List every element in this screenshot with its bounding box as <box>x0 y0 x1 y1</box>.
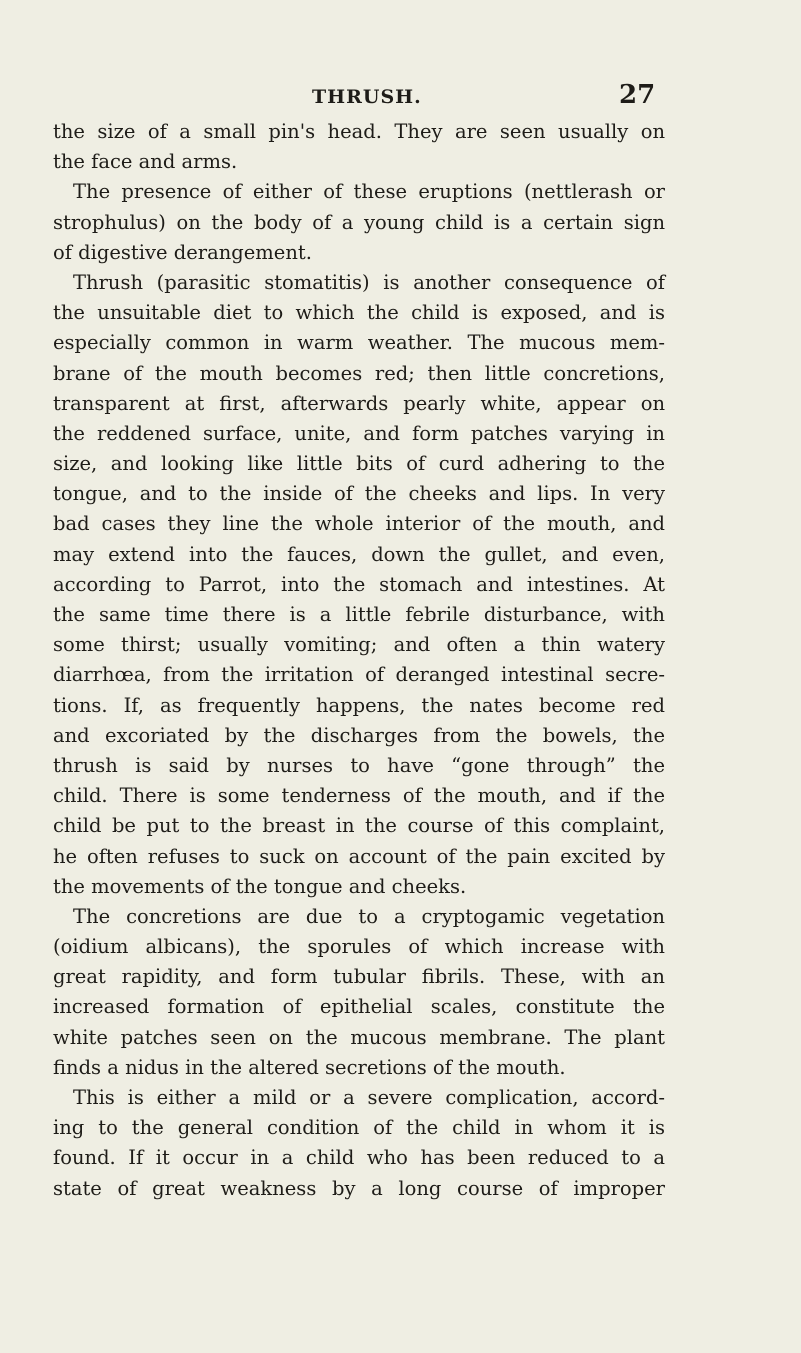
text-line: may extend into the fauces, down the gullet, and even, <box>53 542 665 566</box>
text-line: the reddened surface, unite, and form patches varying in <box>53 421 665 445</box>
text-line: finds a nidus in the altered secretions of the mouth. <box>53 1055 566 1079</box>
text-line: the same time there is a little febrile disturbance, with <box>53 603 665 626</box>
text-line: of digestive derangement. <box>53 240 312 264</box>
text-line: and excoriated by the discharges from the bowels, the <box>53 723 665 747</box>
text-line: increased formation of epithelial scales, constitute the <box>53 995 665 1019</box>
running-head: THRUSH. <box>312 86 422 108</box>
text-line: This is either a mild or a severe complication, accord- <box>73 1086 665 1109</box>
text-line: tions. If, as frequently happens, the nates become red <box>53 693 665 717</box>
text-line: according to Parrot, into the stomach and intestines. At <box>53 572 665 596</box>
text-line: some thirst; usually vomiting; and often a thin watery <box>53 633 665 657</box>
text-line: great rapidity, and form tubular fibrils. These, with an <box>53 965 665 989</box>
text-line: bad cases they line the whole interior of the mouth, and <box>53 512 665 536</box>
text-line: found. If it occur in a child who has been reduced to a <box>53 1146 665 1170</box>
page-header <box>0 80 801 110</box>
text-line: thrush is said by nurses to have “gone through” the <box>53 753 665 777</box>
text-line: child. There is some tenderness of the mouth, and if the <box>53 784 665 808</box>
text-line: (oidium albicans), the sporules of which increase with <box>53 935 665 959</box>
text-line: size, and looking like little bits of curd adhering to the <box>53 452 665 476</box>
text-line: especially common in warm weather. The mucous mem- <box>53 331 665 355</box>
text-line: the face and arms. <box>53 150 238 174</box>
text-line: state of great weakness by a long course of improper <box>53 1176 665 1200</box>
text-line: the unsuitable diet to which the child is exposed, and is <box>53 301 665 325</box>
text-line: ing to the general condition of the child in whom it is <box>53 1116 665 1140</box>
text-line: transparent at first, afterwards pearly white, appear on <box>53 391 665 415</box>
text-line: child be put to the breast in the course of this complaint, <box>53 814 665 838</box>
body-text <box>53 117 665 1204</box>
text-line: he often refuses to suck on account of the pain excited by <box>53 844 665 868</box>
text-line: The concretions are due to a cryptogamic vegetation <box>73 904 665 928</box>
text-line: the size of a small pin's head. They are seen usually on <box>53 120 665 143</box>
page-number: 27 <box>619 80 656 110</box>
text-line: brane of the mouth becomes red; then little concretions, <box>53 361 665 385</box>
text-line: diarrhœa, from the irritation of deranged intestinal secre- <box>53 663 665 687</box>
text-line: tongue, and to the inside of the cheeks and lips. In very <box>53 482 665 506</box>
text-line: white patches seen on the mucous membrane. The plant <box>53 1025 665 1049</box>
text-line: Thrush (parasitic stomatitis) is another consequence of <box>73 270 665 294</box>
text-line: The presence of either of these eruptions (nettlerash or <box>73 180 665 204</box>
text-line: the movements of the tongue and cheeks. <box>53 874 467 898</box>
text-line: strophulus) on the body of a young child is a certain sign <box>53 210 665 234</box>
